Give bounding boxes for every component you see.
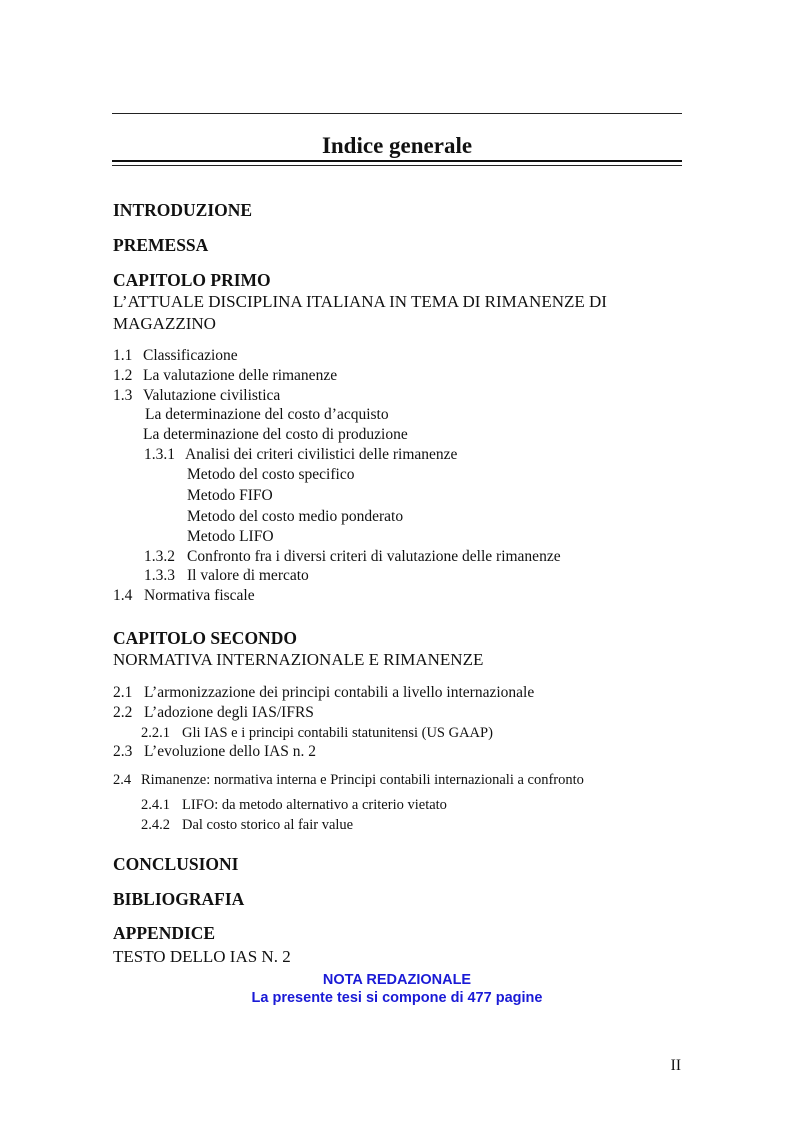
toc-item-text: Confronto fra i diversi criteri di valutazione delle rimanenze — [187, 548, 561, 565]
top-rule — [112, 113, 682, 114]
toc-item-1-3-2[interactable] — [144, 547, 561, 567]
toc-item-number: 2.3 — [113, 743, 133, 760]
toc-item-2-4-2[interactable] — [141, 815, 353, 835]
toc-bibliografia[interactable]: BIBLIOGRAFIA — [113, 889, 245, 909]
toc-item-number: 2.2.1 — [141, 725, 170, 741]
toc-introduzione[interactable]: INTRODUZIONE — [113, 200, 253, 220]
toc-item-text: Analisi dei criteri civilistici delle rimanenze — [185, 446, 458, 463]
toc-item-text: Gli IAS e i principi contabili statunitensi (US GAAP) — [182, 725, 493, 741]
toc-item-1-2[interactable] — [113, 366, 337, 386]
toc-item-text: LIFO: da metodo alternativo a criterio vietato — [182, 797, 447, 813]
toc-item-costo-specifico[interactable]: Metodo del costo specifico — [187, 466, 355, 483]
toc-chapter1-subtitle-line1: L’ATTUALE DISCIPLINA ITALIANA IN TEMA DI RIMANENZE DI — [113, 292, 607, 311]
toc-item-1-1[interactable] — [113, 346, 238, 366]
toc-item-number: 1.3 — [113, 387, 133, 404]
toc-item-number: 1.4 — [113, 587, 133, 604]
toc-item-text: Rimanenze: normativa interna e Principi contabili internazionali a confronto — [141, 772, 584, 788]
toc-item-number: 2.2 — [113, 704, 133, 721]
toc-premessa[interactable]: PREMESSA — [113, 235, 209, 255]
toc-item-text: Valutazione civilistica — [143, 387, 281, 404]
toc-conclusioni[interactable]: CONCLUSIONI — [113, 854, 239, 874]
toc-chapter2-subtitle: NORMATIVA INTERNAZIONALE E RIMANENZE — [113, 650, 484, 669]
toc-item-2-4[interactable] — [113, 770, 584, 790]
toc-item-number: 2.1 — [113, 684, 133, 701]
toc-item-text: L’evoluzione dello IAS n. 2 — [144, 743, 317, 760]
toc-item-2-3[interactable] — [113, 742, 316, 762]
title-double-rule-thin — [112, 165, 682, 166]
title-double-rule-thick — [112, 160, 682, 162]
toc-item-text: La valutazione delle rimanenze — [143, 367, 338, 384]
toc-item-number: 2.4 — [113, 772, 132, 788]
toc-item-number: 2.4.1 — [141, 797, 170, 813]
toc-item-text: Classificazione — [143, 347, 238, 364]
toc-item-2-1[interactable] — [113, 683, 534, 703]
toc-item-number: 1.1 — [113, 347, 133, 364]
toc-item-1-3[interactable] — [113, 386, 280, 406]
toc-item-2-2[interactable] — [113, 703, 314, 723]
toc-item-text: Normativa fiscale — [144, 587, 255, 604]
toc-appendice-subtitle: TESTO DELLO IAS N. 2 — [113, 947, 291, 966]
toc-item-1-3-3[interactable] — [144, 566, 309, 586]
page-title: Indice generale — [321, 133, 473, 158]
toc-chapter1-heading[interactable]: CAPITOLO PRIMO — [113, 270, 271, 290]
toc-item-1-3-1[interactable] — [144, 445, 457, 465]
toc-item-number: 1.2 — [113, 367, 133, 384]
toc-item-fifo[interactable]: Metodo FIFO — [187, 487, 273, 504]
toc-item-1-4[interactable] — [113, 586, 255, 606]
toc-item-text: Dal costo storico al fair value — [182, 817, 354, 833]
toc-item-number: 1.3.3 — [144, 567, 175, 584]
toc-item-2-4-1[interactable] — [141, 795, 447, 815]
toc-item-text: L’adozione degli IAS/IFRS — [144, 704, 314, 721]
toc-item-number: 2.4.2 — [141, 817, 170, 833]
toc-item-text: L’armonizzazione dei principi contabili a livello internazionale — [144, 684, 535, 701]
toc-item-text: Il valore di mercato — [187, 567, 309, 584]
page-number: II — [670, 1057, 681, 1074]
editorial-note-text: La presente tesi si compone di 477 pagine — [251, 990, 543, 1006]
toc-item-number: 1.3.1 — [144, 446, 175, 463]
toc-item-lifo[interactable]: Metodo LIFO — [187, 528, 274, 545]
toc-item-costo-medio[interactable]: Metodo del costo medio ponderato — [187, 508, 404, 525]
toc-item-costo-acquisto[interactable]: La determinazione del costo d’acquisto — [145, 406, 389, 423]
toc-chapter2-heading[interactable]: CAPITOLO SECONDO — [113, 628, 297, 648]
toc-item-2-2-1[interactable] — [141, 723, 493, 743]
editorial-note-title: NOTA REDAZIONALE — [322, 972, 472, 988]
toc-chapter1-subtitle-line2: MAGAZZINO — [113, 314, 216, 333]
toc-item-costo-produzione[interactable]: La determinazione del costo di produzione — [143, 426, 408, 443]
toc-item-number: 1.3.2 — [144, 548, 175, 565]
toc-appendice-heading[interactable]: APPENDICE — [113, 923, 216, 943]
